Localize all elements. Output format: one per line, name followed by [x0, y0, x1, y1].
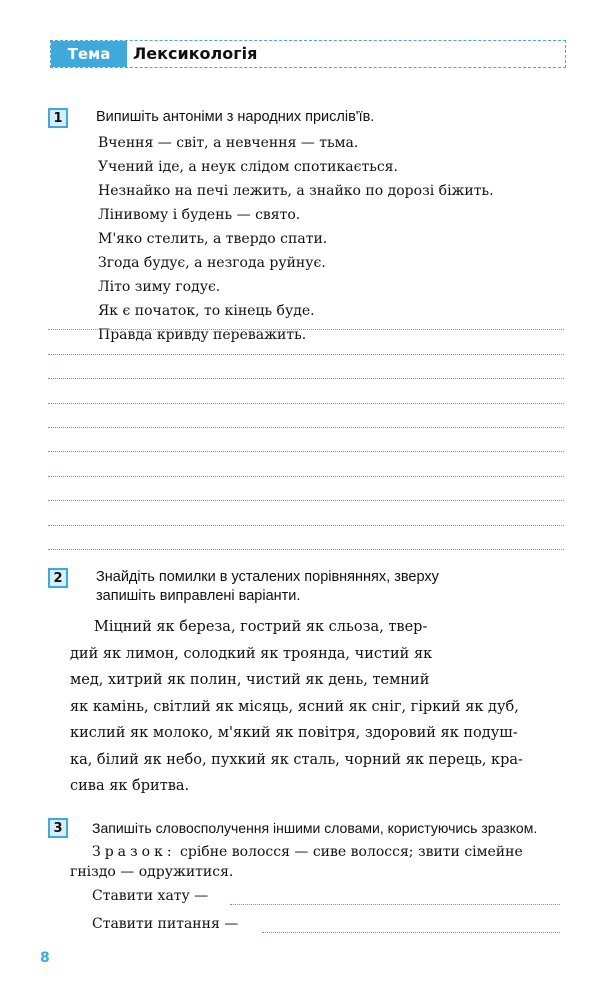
task-3-item: Ставити питання —	[92, 916, 239, 932]
task-2-instruction	[96, 568, 439, 606]
task-3-number: 3	[48, 818, 68, 838]
example-text-cont: гніздо — одружитися.	[70, 864, 234, 880]
answer-line[interactable]	[48, 428, 564, 452]
text-line: ка, білий як небо, пухкий як сталь, чорний як перець, кра-	[70, 751, 523, 768]
answer-line[interactable]	[48, 306, 564, 330]
proverb-line: Як є початок, то кінець буде.	[98, 303, 315, 319]
task-2-text	[70, 614, 523, 800]
answer-blank[interactable]	[230, 903, 560, 905]
answer-line[interactable]	[48, 501, 564, 525]
topic-header	[50, 40, 566, 68]
proverb-line: М'яко стелить, а твердо спати.	[98, 231, 328, 247]
proverb-line: Згода будує, а незгода руйнує.	[98, 255, 326, 271]
proverb-line: Незнайко на печі лежить, а знайко по дорозі біжить.	[98, 183, 494, 199]
proverb-line: Вчення — світ, а невчення — тьма.	[98, 135, 359, 151]
page-number: 8	[40, 950, 50, 966]
topic-tag: Тема	[51, 41, 127, 67]
text-line: кислий як молоко, м'який як повітря, здоровий як подуш-	[70, 725, 518, 741]
proverb-line: Учений іде, а неук слідом спотикається.	[98, 159, 398, 175]
answer-line[interactable]	[48, 330, 564, 354]
task-2-number: 2	[48, 568, 68, 588]
text-line: сива як бритва.	[70, 778, 190, 794]
answer-line[interactable]	[48, 404, 564, 428]
example-text: срібне волосся — сиве волосся; звити сімейне	[180, 844, 523, 860]
text-line: дий як лимон, солодкий як троянда, чистий як	[70, 645, 433, 662]
task-3-item: Ставити хату —	[92, 888, 209, 904]
task-3-instruction: Запишіть словосполучення іншими словами, користуючись зразком.	[92, 820, 538, 836]
answer-line[interactable]	[48, 379, 564, 403]
task-2-instruction-line: Знайдіть помилки в усталених порівняннях, зверху	[96, 569, 439, 585]
text-line: Міцний як береза, гострий як сльоза, твер-	[94, 619, 428, 635]
topic-title: Лексикологія	[133, 44, 258, 63]
proverb-line: Правда кривду переважить.	[98, 327, 307, 343]
text-line: мед, хитрий як полин, чистий як день, темний	[70, 672, 430, 688]
proverb-line: Лінивому і будень — свято.	[98, 207, 301, 223]
answer-blank[interactable]	[262, 931, 560, 933]
task-3-example	[92, 842, 523, 862]
text-line: як камінь, світлий як місяць, ясний як сніг, гіркий як дуб,	[70, 698, 519, 715]
example-label: Зразок:	[92, 844, 176, 860]
answer-line[interactable]	[48, 355, 564, 379]
task-1-instruction: Випишіть антоніми з народних прислів'їв.	[96, 109, 375, 125]
answer-line[interactable]	[48, 526, 564, 550]
answer-lines[interactable]	[48, 306, 564, 550]
answer-line[interactable]	[48, 452, 564, 476]
task-1-number: 1	[48, 108, 68, 128]
proverb-line: Літо зиму годує.	[98, 279, 221, 295]
answer-line[interactable]	[48, 477, 564, 501]
task-2-instruction-line: запишіть виправлені варіанти.	[96, 588, 301, 604]
